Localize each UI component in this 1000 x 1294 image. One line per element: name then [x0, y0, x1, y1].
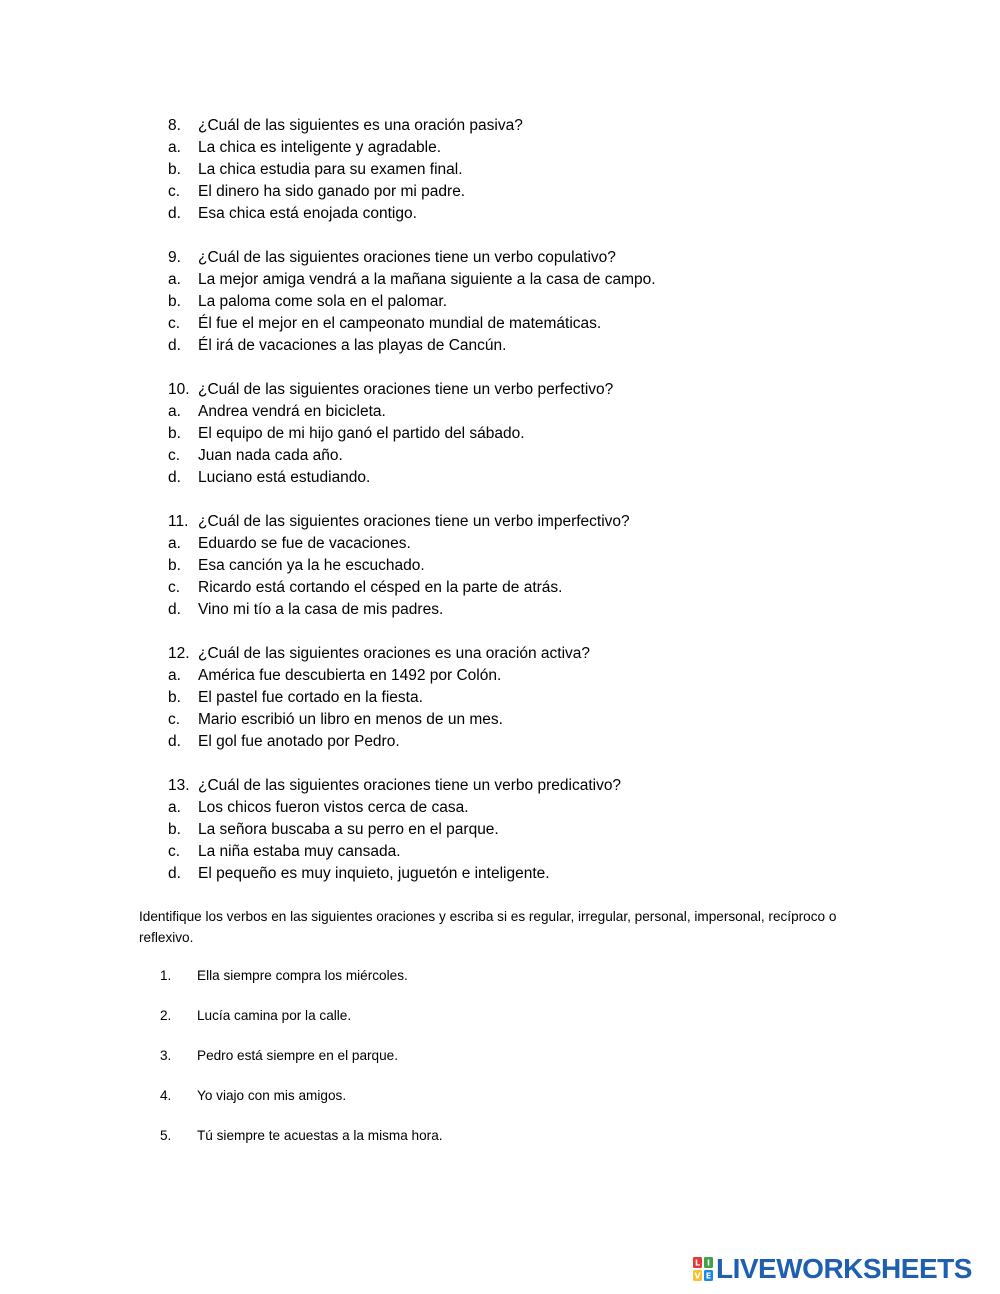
option-text: La mejor amiga vendrá a la mañana siguiente a la casa de campo. [198, 271, 656, 288]
option-line[interactable] [0, 313, 1000, 335]
option-line[interactable] [0, 533, 1000, 555]
option-letter: d. [168, 337, 181, 354]
option-line[interactable] [0, 709, 1000, 731]
option-line[interactable] [0, 159, 1000, 181]
option-letter: c. [168, 183, 181, 200]
option-letter: c. [168, 711, 181, 728]
option-line[interactable] [0, 269, 1000, 291]
option-letter: a. [168, 271, 181, 288]
question-text: ¿Cuál de las siguientes oraciones tiene un verbo perfectivo? [198, 381, 614, 398]
option-letter: d. [168, 205, 181, 222]
option-text: Eduardo se fue de vacaciones. [198, 535, 411, 552]
option-line[interactable] [0, 203, 1000, 225]
question-line [0, 379, 1000, 401]
option-letter: a. [168, 799, 181, 816]
question-list [0, 115, 1000, 907]
option-letter: b. [168, 557, 181, 574]
question-line [0, 643, 1000, 665]
question-line [0, 775, 1000, 797]
option-line[interactable] [0, 687, 1000, 709]
option-line[interactable] [0, 423, 1000, 445]
option-line[interactable] [0, 467, 1000, 489]
option-letter: b. [168, 425, 181, 442]
question-text: ¿Cuál de las siguientes oraciones tiene un verbo predicativo? [198, 777, 622, 794]
option-line[interactable] [0, 555, 1000, 577]
option-letter: b. [168, 161, 181, 178]
option-line[interactable] [0, 335, 1000, 357]
question-line [0, 247, 1000, 269]
option-letter: a. [168, 403, 181, 420]
option-text: Esa canción ya la he escuchado. [198, 557, 425, 574]
question-text: ¿Cuál de las siguientes oraciones tiene un verbo imperfectivo? [198, 513, 630, 530]
option-text: La niña estaba muy cansada. [198, 843, 401, 860]
instructions-paragraph: Identifique los verbos en las siguientes oraciones y escriba si es regular, irregular, personal, impersonal, recíproco o reflexivo. [139, 909, 837, 945]
option-text: Luciano está estudiando. [198, 469, 371, 486]
option-letter: b. [168, 293, 181, 310]
option-text: El dinero ha sido ganado por mi padre. [198, 183, 466, 200]
option-text: La paloma come sola en el palomar. [198, 293, 448, 310]
option-letter: d. [168, 865, 181, 882]
option-text: Mario escribió un libro en menos de un mes. [198, 711, 503, 728]
option-line[interactable] [0, 445, 1000, 467]
option-text: El equipo de mi hijo ganó el partido del sábado. [198, 425, 525, 442]
option-letter: a. [168, 667, 181, 684]
exercise-item [0, 1085, 1000, 1125]
option-line[interactable] [0, 291, 1000, 313]
option-letter: c. [168, 315, 181, 332]
brand-name: LIVEWORKSHEETS [716, 1253, 972, 1284]
option-line[interactable] [0, 797, 1000, 819]
option-letter: b. [168, 689, 181, 706]
svg-text:E: E [705, 1271, 712, 1281]
option-line[interactable] [0, 665, 1000, 687]
question-block [0, 511, 1000, 621]
question-block [0, 775, 1000, 885]
exercise-number: 2. [160, 1008, 172, 1023]
question-number: 8. [168, 117, 181, 134]
option-text: América fue descubierta en 1492 por Colón. [198, 667, 502, 684]
exercise-list [0, 965, 1000, 1165]
option-letter: c. [168, 843, 181, 860]
exercise-number: 3. [160, 1048, 172, 1063]
option-text: Andrea vendrá en bicicleta. [198, 403, 386, 420]
option-line[interactable] [0, 137, 1000, 159]
option-line[interactable] [0, 181, 1000, 203]
question-block [0, 115, 1000, 225]
question-text: ¿Cuál de las siguientes es una oración pasiva? [198, 117, 523, 134]
question-block [0, 379, 1000, 489]
exercise-number: 5. [160, 1128, 172, 1143]
question-block [0, 643, 1000, 753]
question-number: 13. [168, 777, 190, 794]
option-text: Los chicos fueron vistos cerca de casa. [198, 799, 469, 816]
option-line[interactable] [0, 819, 1000, 841]
option-text: Él irá de vacaciones a las playas de Cancún. [198, 337, 507, 354]
exercise-sentence: Tú siempre te acuestas a la misma hora. [197, 1128, 443, 1143]
question-block [0, 247, 1000, 357]
exercise-item [0, 1125, 1000, 1165]
question-number: 9. [168, 249, 181, 266]
option-letter: a. [168, 535, 181, 552]
option-text: El pequeño es muy inquieto, juguetón e inteligente. [198, 865, 550, 882]
option-text: Esa chica está enojada contigo. [198, 205, 417, 222]
exercise-item [0, 1045, 1000, 1085]
option-line[interactable] [0, 577, 1000, 599]
exercise-item [0, 1005, 1000, 1045]
option-text: Ricardo está cortando el césped en la parte de atrás. [198, 579, 563, 596]
exercise-item [0, 965, 1000, 1005]
svg-text:L: L [694, 1258, 701, 1268]
option-line[interactable] [0, 863, 1000, 885]
exercise-sentence: Pedro está siempre en el parque. [197, 1048, 399, 1063]
option-line[interactable] [0, 401, 1000, 423]
exercise-number: 4. [160, 1088, 172, 1103]
option-text: La chica estudia para su examen final. [198, 161, 463, 178]
option-line[interactable] [0, 731, 1000, 753]
option-text: El gol fue anotado por Pedro. [198, 733, 400, 750]
svg-text:I: I [707, 1258, 710, 1268]
option-text: Él fue el mejor en el campeonato mundial de matemáticas. [198, 315, 602, 332]
question-number: 12. [168, 645, 190, 662]
question-line [0, 115, 1000, 137]
liveworksheets-brand[interactable] [692, 1252, 972, 1286]
question-text: ¿Cuál de las siguientes oraciones es una oración activa? [198, 645, 591, 662]
exercise-sentence: Ella siempre compra los miércoles. [197, 968, 408, 983]
option-letter: b. [168, 821, 181, 838]
question-number: 11. [168, 513, 189, 530]
option-line[interactable] [0, 841, 1000, 863]
svg-text:V: V [694, 1271, 701, 1281]
option-text: Juan nada cada año. [198, 447, 343, 464]
option-text: La señora buscaba a su perro en el parque. [198, 821, 499, 838]
exercise-sentence: Lucía camina por la calle. [197, 1008, 352, 1023]
option-letter: c. [168, 579, 181, 596]
option-text: El pastel fue cortado en la fiesta. [198, 689, 423, 706]
option-letter: d. [168, 733, 181, 750]
question-line [0, 511, 1000, 533]
option-letter: a. [168, 139, 181, 156]
option-text: Vino mi tío a la casa de mis padres. [198, 601, 444, 618]
exercise-number: 1. [160, 968, 172, 983]
liveworksheets-logo-icon [692, 1256, 714, 1282]
option-letter: d. [168, 469, 181, 486]
option-letter: d. [168, 601, 181, 618]
option-text: La chica es inteligente y agradable. [198, 139, 441, 156]
option-letter: c. [168, 447, 181, 464]
question-number: 10. [168, 381, 190, 398]
option-line[interactable] [0, 599, 1000, 621]
exercise-sentence: Yo viajo con mis amigos. [197, 1088, 347, 1103]
question-text: ¿Cuál de las siguientes oraciones tiene un verbo copulativo? [198, 249, 616, 266]
